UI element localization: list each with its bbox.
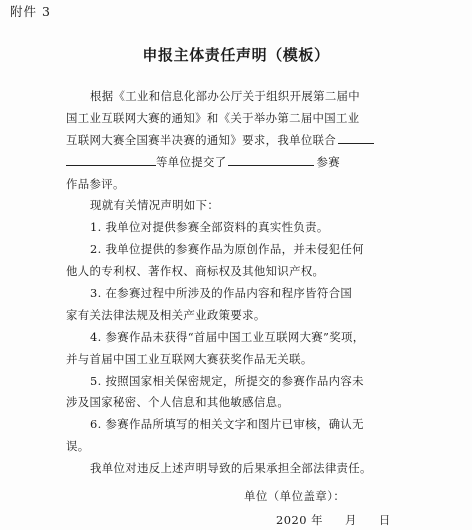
item-5-line-2: 涉及国家秘密、个人信息和其他敏感信息。 <box>66 395 290 410</box>
item-3-line-1: 3. 在参赛过程中所涉及的作品内容和程序皆符合国 <box>90 286 353 301</box>
document-title: 申报主体责任声明（模板） <box>142 46 330 64</box>
partner-blank-1 <box>338 131 374 144</box>
item-2-line-1: 2. 我单位提供的参赛作品为原创作品，并未侵犯任何 <box>90 242 364 257</box>
intro-line-3-text: 互联网大赛全国赛半决赛的通知》要求，我单位联合 <box>66 132 337 147</box>
item-3-line-2: 家有关法律法规及相关产业政策要求。 <box>66 307 266 322</box>
declaration-body <box>66 86 406 480</box>
intro-line-4 <box>66 152 406 174</box>
intro-line-1: 根据《工业和信息化部办公厅关于组织开展第二届中 <box>90 89 361 103</box>
item-2-line-2: 他人的专利权、著作权、商标权及其他知识产权。 <box>66 264 325 279</box>
intro-line-3 <box>66 130 406 152</box>
signature-year: 2020 年 <box>276 513 323 527</box>
declare-heading: 现就有关情况声明如下： <box>90 198 220 213</box>
entry-name-blank <box>228 153 314 166</box>
item-4-line-2: 并与首届中国工业互联网大赛获奖作品无关联。 <box>66 351 313 366</box>
intro-line-4-text-a: 等单位提交了 <box>156 154 227 169</box>
item-4-line-1: 4. 参赛作品未获得“首届中国工业互联网大赛”奖项， <box>90 329 365 344</box>
attachment-label: 附件 3 <box>10 4 51 19</box>
item-6-line-1: 6. 参赛作品所填写的相关文字和图片已审核，确认无 <box>90 417 364 432</box>
item-5-line-1: 5. 按照国家相关保密规定，所提交的参赛作品内容未 <box>90 373 364 388</box>
signature-unit-label: 单位（单位盖章）： <box>244 489 346 503</box>
intro-line-4-text-b: 参赛 <box>316 154 340 169</box>
signature-month: 月 <box>345 513 357 527</box>
signature-day: 日 <box>378 513 391 527</box>
closing-statement: 我单位对违反上述声明导致的后果承担全部法律责任。 <box>90 461 372 476</box>
intro-line-2: 国工业互联网大赛的通知》和《关于举办第二届中国工业 <box>66 110 360 125</box>
partner-blank-2 <box>66 153 156 166</box>
item-1: 1. 我单位对提供参赛全部资料的真实性负责。 <box>90 220 329 235</box>
signature-date <box>276 512 391 528</box>
item-6-line-2: 误。 <box>66 439 90 454</box>
intro-line-5: 作品参评。 <box>66 176 125 191</box>
